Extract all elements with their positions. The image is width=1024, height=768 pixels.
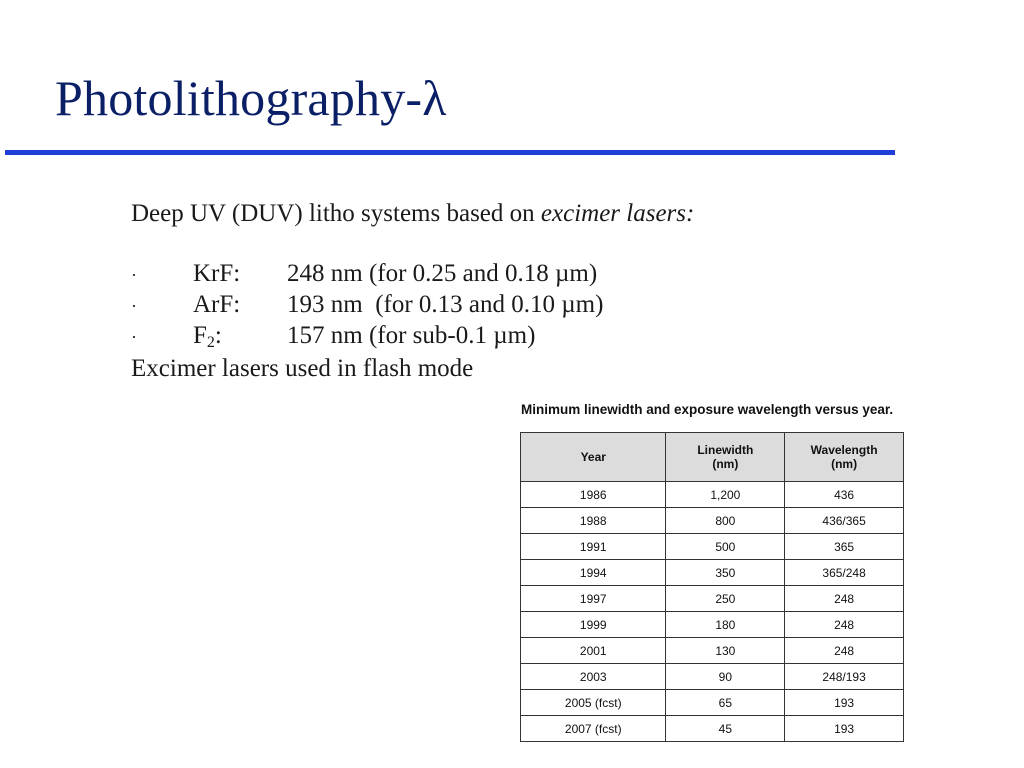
cell-year: 1986 [521,482,666,508]
laser-name: KrF: [193,260,241,287]
cell-year: 2001 [521,638,666,664]
table-row [521,638,904,664]
cell-wavelength: 193 [785,716,904,742]
laser-item-krf [131,260,603,291]
cell-linewidth: 350 [666,560,785,586]
cell-wavelength: 248 [785,638,904,664]
flash-mode-note: Excimer lasers used in flash mode [131,355,474,382]
cell-linewidth: 250 [666,586,785,612]
linewidth-wavelength-table [520,432,904,742]
table-header-row [521,433,904,482]
laser-item-f2 [131,322,603,353]
laser-description: 248 nm (for 0.25 and 0.18 µm) [287,260,598,287]
table-row [521,690,904,716]
intro-line [131,197,694,231]
cell-wavelength: 193 [785,690,904,716]
cell-wavelength: 248 [785,612,904,638]
cell-year: 1988 [521,508,666,534]
header-year: Year [521,433,666,482]
table-body [521,482,904,742]
table-row [521,534,904,560]
cell-year: 2007 (fcst) [521,716,666,742]
bullet-icon: · [131,327,137,347]
bullet-icon: · [131,265,137,285]
cell-linewidth: 90 [666,664,785,690]
cell-linewidth: 45 [666,716,785,742]
bullet-icon: · [131,296,137,316]
cell-linewidth: 800 [666,508,785,534]
table-row [521,664,904,690]
cell-linewidth: 180 [666,612,785,638]
laser-name [193,322,287,350]
cell-year: 1997 [521,586,666,612]
slide-title: Photolithography-λ [55,70,447,126]
laser-name-base: F [193,322,207,349]
laser-name-subscript: 2 [206,334,215,351]
cell-wavelength: 365 [785,534,904,560]
title-underline [5,150,895,155]
cell-year: 1994 [521,560,666,586]
cell-wavelength: 436 [785,482,904,508]
cell-linewidth: 1,200 [666,482,785,508]
laser-description: 157 nm (for sub-0.1 µm) [287,322,536,349]
cell-wavelength: 436/365 [785,508,904,534]
cell-wavelength: 365/248 [785,560,904,586]
laser-name-suffix: : [214,322,222,349]
table-row [521,482,904,508]
cell-wavelength: 248/193 [785,664,904,690]
table-row [521,586,904,612]
table-row [521,612,904,638]
intro-emphasis: excimer lasers: [540,200,695,227]
cell-year: 1991 [521,534,666,560]
header-linewidth: Linewidth (nm) [666,433,785,482]
cell-year: 2003 [521,664,666,690]
header-wavelength: Wavelength (nm) [785,433,904,482]
cell-linewidth: 500 [666,534,785,560]
table-row [521,508,904,534]
cell-linewidth: 65 [666,690,785,716]
laser-list [131,260,603,353]
cell-wavelength: 248 [785,586,904,612]
laser-description: 193 nm (for 0.13 and 0.10 µm) [287,291,604,318]
cell-year: 2005 (fcst) [521,690,666,716]
table-row [521,560,904,586]
laser-name: ArF: [193,291,241,318]
intro-text: Deep UV (DUV) litho systems based on [131,200,541,227]
laser-item-arf [131,291,603,322]
cell-linewidth: 130 [666,638,785,664]
table-row [521,716,904,742]
table-caption: Minimum linewidth and exposure wavelength versus year. [521,402,894,417]
cell-year: 1999 [521,612,666,638]
